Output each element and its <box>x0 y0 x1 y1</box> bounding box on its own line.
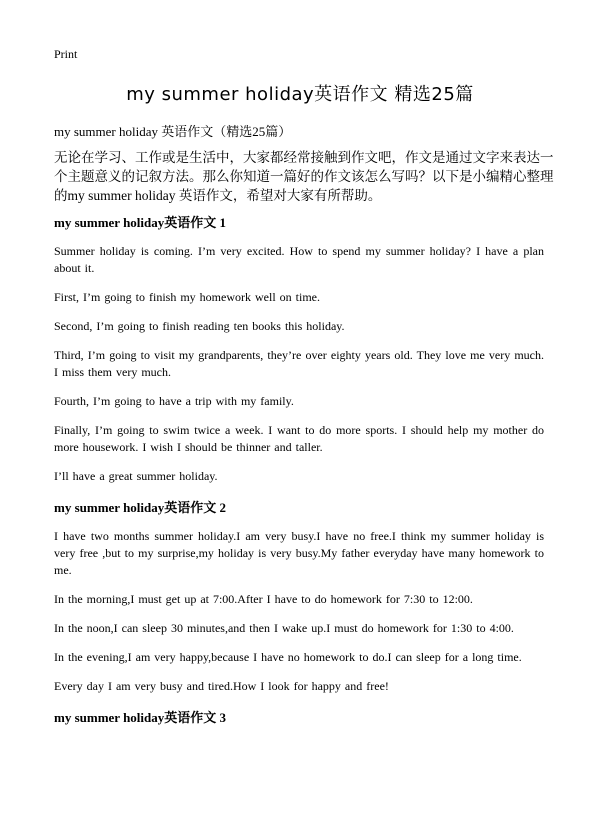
essay-content <box>54 214 544 738</box>
essay-paragraph: In the noon,I can sleep 30 minutes,and then I wake up.I must do homework for 1:30 to 4:00. <box>54 621 514 635</box>
print-link[interactable]: Print <box>54 47 78 61</box>
essay-heading: my summer holiday英语作文 2 <box>54 500 227 515</box>
essay-heading: my summer holiday英语作文 3 <box>54 710 227 725</box>
essay-paragraph: In the morning,I must get up at 7:00.After I have to do homework for 7:30 to 12:00. <box>54 592 473 606</box>
essay-paragraph: In the evening,I am very happy,because I have no homework to do.I can sleep for a long time. <box>54 650 522 664</box>
essay-paragraph: Every day I am very busy and tired.How I look for happy and free! <box>54 679 389 693</box>
essay-3 <box>54 709 544 726</box>
essay-2 <box>54 499 544 695</box>
essay-1 <box>54 214 544 485</box>
page-subtitle: my summer holiday 英语作文（精选25篇） <box>54 124 292 139</box>
intro-paragraph: 无论在学习、工作或是生活中，大家都经常接触到作文吧，作文是通过文字来表达一个主题意义的记叙方法。那么你知道一篇好的作文该怎么写吗？以下是小编精心整理的my summer holiday 英语作文，希望对大家有所帮助。 <box>54 150 554 203</box>
essay-heading: my summer holiday英语作文 1 <box>54 215 227 230</box>
essay-paragraph: Finally, I’m going to swim twice a week. I want to do more sports. I should help my mother do more housework. I wish I should be thinner and taller. <box>54 423 544 454</box>
essay-paragraph: I have two months summer holiday.I am very busy.I have no free.I think my summer holiday is very free ,but to my surprise,my holiday is very busy.My father everyday have many homework to me. <box>54 529 544 577</box>
essay-paragraph: Summer holiday is coming. I’m very excited. How to spend my summer holiday? I have a plan about it. <box>54 244 544 275</box>
essay-paragraph: I’ll have a great summer holiday. <box>54 469 218 483</box>
essay-paragraph: Second, I’m going to finish reading ten books this holiday. <box>54 319 345 333</box>
essay-paragraph: First, I’m going to finish my homework well on time. <box>54 290 320 304</box>
essay-paragraph: Third, I’m going to visit my grandparents, they’re over eighty years old. They love me very much. I miss them very much. <box>54 348 544 379</box>
essay-paragraph: Fourth, I’m going to have a trip with my family. <box>54 394 294 408</box>
page-title: my summer holiday英语作文 精选25篇 <box>126 84 474 105</box>
